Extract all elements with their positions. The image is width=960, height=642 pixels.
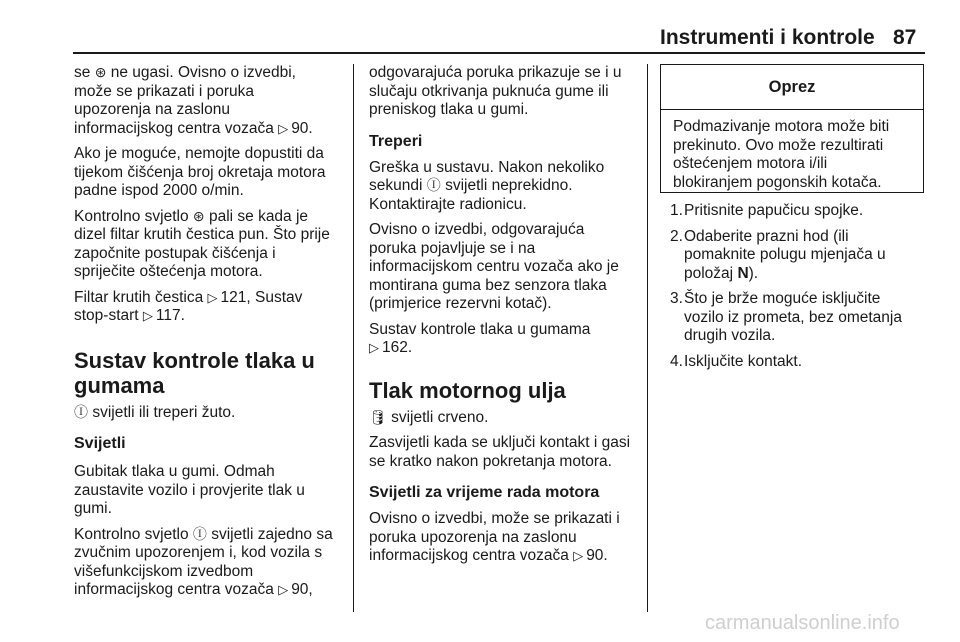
list-item: 3. Što je brže moguće isključite vozilo iz prometa, bez ometanja drugih vozila. [670,290,902,344]
watermark: carmanualsonline.info [705,612,900,634]
header-title: Instrumenti i kontrole [660,26,875,49]
paragraph: odgovarajuća poruka prikazuje se i u slučaju otkrivanja puknuća gume ili preniskog tlaka u gumi. [369,64,622,118]
paragraph: Greška u sustavu. Nakon nekoliko sekundi Ⓘ svijetli neprekidno. Kontaktirajte radionicu. [369,158,605,213]
page-ref-arrow-icon: ▷ [278,582,289,597]
paragraph: Kontrolno svjetlo Ⓘ svijetli zajedno sa zvučnim upozorenjem i, kod vozila s višefunkcijskom izvedbom informacijskog centra vozača ▷ 90, [74,525,333,598]
paragraph: Kontrolno svjetlo ⊛ pali se kada je dizel filtar krutih čestica pun. Što prije započnite postupak čišćenja i spriječite oštećenja motora. [74,207,330,280]
column-2 [369,64,641,573]
paragraph: Ovisno o izvedbi, odgovarajuća poruka pojavljuje se i na informacijskom centru vozača ako je montirana guma bez senzora tlaka (primjerice rezervni kotač). [369,221,619,312]
tire-pressure-icon: Ⓘ [74,403,88,420]
paragraph: se ⊛ ne ugasi. Ovisno o izvedbi, može se prikazati i poruka upozorenja na zaslonu informacijskog centra vozača ▷ 90. [74,64,313,137]
paragraph: Sustav kontrole tlaka u gumama ▷ 162. [369,320,591,356]
section-heading: Tlak motornog ulja [369,377,566,403]
column-divider-1 [353,64,354,612]
page-ref-arrow-icon: ▷ [207,289,218,305]
particulate-filter-icon: ⊛ [192,207,205,224]
particulate-filter-icon: ⊛ [94,64,107,80]
page-ref-arrow-icon: ▷ [278,120,289,136]
steps-list [660,202,930,378]
page-number: 87 [893,26,917,49]
paragraph: Zasvijetli kada se uključi kontakt i gasi se kratko nakon pokretanja motora. [369,434,631,470]
list-item: 1. Pritisnite papučicu spojke. [670,202,864,219]
caution-title: Oprez [661,65,923,110]
paragraph: Gubitak tlaka u gumi. Odmah zaustavite vozilo i provjerite tlak u gumi. [74,463,305,517]
page-ref-arrow-icon: ▷ [142,308,153,323]
oil-pressure-icon: 🛢 [369,408,387,425]
subsection-heading: Treperi [369,132,423,150]
page-ref-arrow-icon: ▷ [573,548,584,563]
caution-box [660,64,924,193]
subsection-heading: Svijetli [74,435,126,452]
paragraph: Ovisno o izvedbi, može se prikazati i poruka upozorenja na zaslonu informacijskog centra vozača ▷ 90. [369,510,620,564]
header-rule [73,52,925,54]
page-ref-arrow-icon: ▷ [369,340,379,355]
paragraph: 🛢 svijetli crveno. [369,408,489,426]
paragraph: Filtar krutih čestica ▷ 121, Sustav stop-start ▷ 117. [74,288,303,324]
paragraph: Ako je moguće, nemojte dopustiti da tijekom čišćenja broj okretaja motora padne ispod 2000 o/min. [74,145,326,199]
column-divider-2 [647,64,648,612]
tire-pressure-icon: Ⓘ [426,177,441,193]
list-item: 2. Odaberite prazni hod (ili pomaknite polugu mjenjača u položaj N). [670,227,886,282]
list-item: 4. Isključite kontakt. [670,352,803,370]
tire-pressure-icon: Ⓘ [192,525,207,542]
section-heading: Sustav kontrole tlaka u gumama [74,347,315,398]
column-1 [74,64,349,607]
paragraph: Ⓘ svijetli ili treperi žuto. [74,403,236,421]
subsection-heading: Svijetli za vrijeme rada motora [369,484,600,501]
caution-text: Podmazivanje motora može biti prekinuto. Ovo može rezultirati oštećenjem motora i/ili blokiranjem pogonskih kotača. [673,118,890,191]
